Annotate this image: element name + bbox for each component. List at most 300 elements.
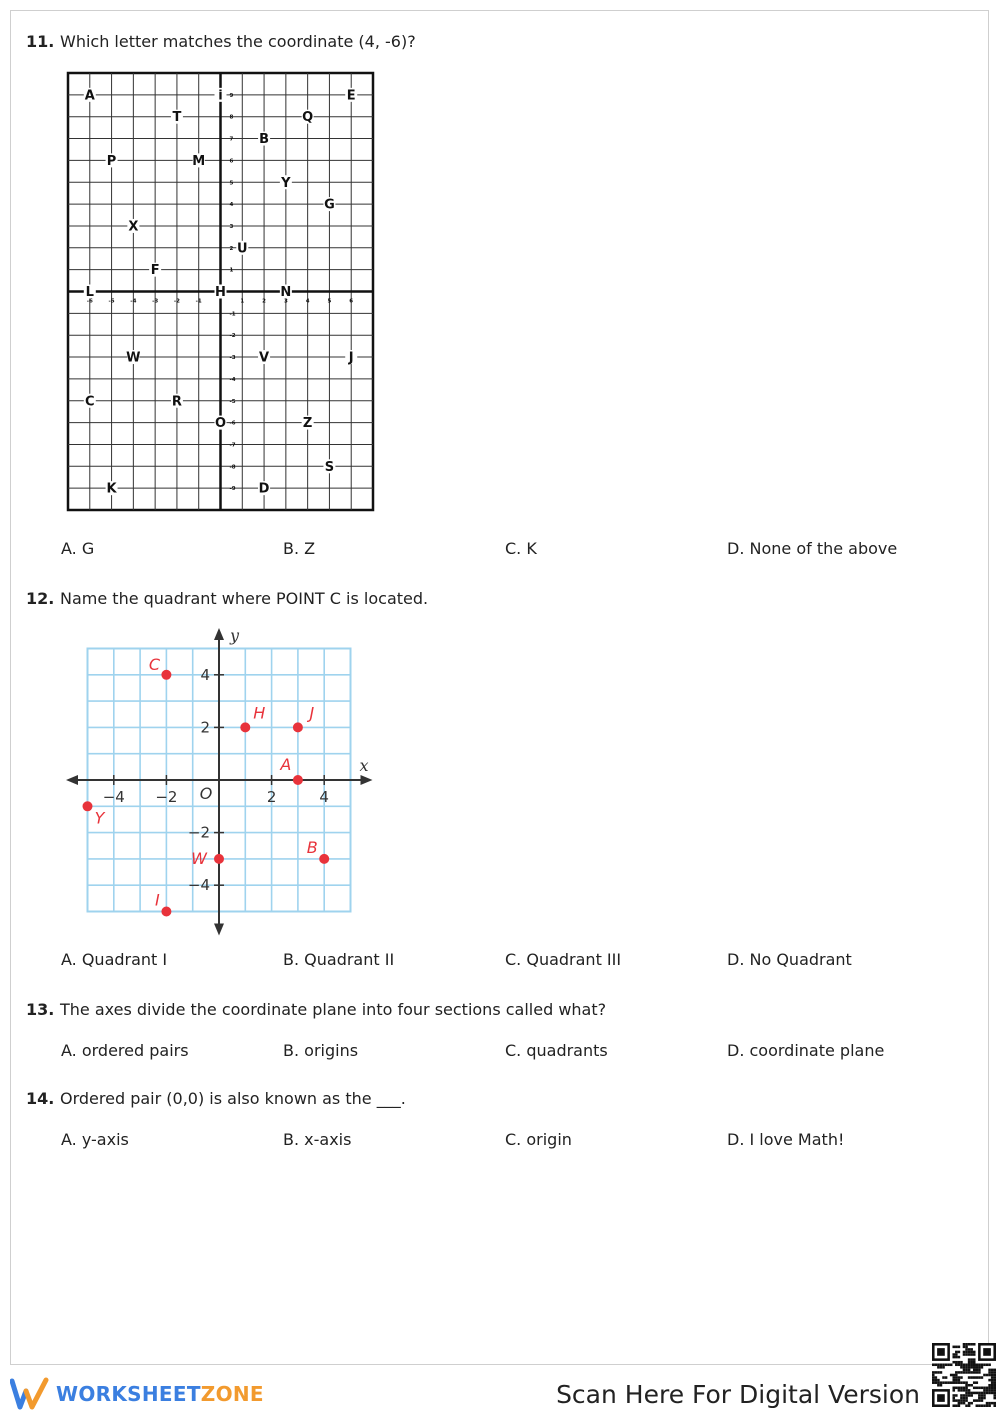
qr-module	[986, 1402, 989, 1405]
x-tick-label: 4	[319, 788, 329, 806]
point-label: X	[128, 219, 139, 235]
x-axis-label: x	[359, 756, 369, 775]
qr-module	[940, 1384, 943, 1387]
qr-module	[965, 1392, 968, 1395]
point-label: Q	[302, 110, 314, 126]
qr-module	[940, 1371, 943, 1374]
qr-module	[960, 1381, 963, 1384]
question-12	[26, 589, 428, 608]
qr-module	[958, 1356, 961, 1359]
qr-module	[932, 1371, 935, 1374]
y-tick-label: −2	[187, 823, 210, 842]
qr-module	[988, 1384, 991, 1387]
qr-module	[960, 1361, 963, 1364]
qr-module	[968, 1363, 971, 1366]
qr-module	[970, 1343, 973, 1346]
point-label: Y	[281, 175, 291, 191]
point-label: S	[324, 459, 335, 475]
qr-module	[993, 1381, 996, 1384]
qr-module	[937, 1363, 940, 1366]
qr-module	[965, 1371, 968, 1374]
qr-module	[960, 1366, 963, 1369]
x-tick-label: -2	[173, 298, 180, 305]
qr-module	[970, 1351, 973, 1354]
qr-module	[965, 1399, 968, 1402]
qr-module	[935, 1363, 938, 1366]
qr-module	[978, 1392, 981, 1395]
option-d[interactable]: D. None of the above	[727, 539, 898, 558]
qr-module	[965, 1394, 968, 1397]
qr-module	[963, 1353, 966, 1356]
qr-module	[952, 1389, 955, 1392]
qr-module	[932, 1363, 935, 1366]
qr-module	[937, 1366, 940, 1369]
point-label: Y	[94, 808, 105, 828]
qr-module	[935, 1371, 938, 1374]
worksheet-zone-logo[interactable]	[10, 1377, 264, 1411]
y-tick-label: -2	[229, 333, 236, 340]
plotted-point	[319, 854, 329, 864]
qr-module	[968, 1384, 971, 1387]
qr-module	[988, 1371, 991, 1374]
qr-module	[993, 1402, 996, 1405]
option-b[interactable]: B. origins	[283, 1041, 359, 1060]
qr-module	[978, 1371, 981, 1374]
qr-module	[976, 1369, 979, 1372]
qr-module	[983, 1374, 986, 1377]
origin-label: O	[199, 784, 213, 803]
qr-module	[955, 1387, 958, 1390]
qr-module	[970, 1371, 973, 1374]
qr-module	[978, 1399, 981, 1402]
qr-module	[968, 1389, 971, 1392]
qr-module	[968, 1361, 971, 1364]
coordinate-plane-points	[62, 625, 382, 937]
qr-module	[983, 1389, 986, 1392]
y-tick-label: 4	[200, 665, 210, 684]
qr-module	[983, 1387, 986, 1390]
qr-module	[993, 1376, 996, 1379]
qr-module	[968, 1358, 971, 1361]
qr-module	[952, 1404, 955, 1407]
qr-module	[955, 1371, 958, 1374]
qr-module	[963, 1343, 966, 1346]
qr-module	[952, 1374, 955, 1377]
option-c[interactable]: C. origin	[505, 1130, 572, 1149]
qr-module	[958, 1371, 961, 1374]
qr-module	[988, 1379, 991, 1382]
qr-module	[993, 1397, 996, 1400]
qr-module	[952, 1399, 955, 1402]
qr-module	[970, 1353, 973, 1356]
qr-module	[963, 1397, 966, 1400]
qr-module	[955, 1404, 958, 1407]
coordinate-grid-letters	[65, 70, 375, 515]
qr-module	[968, 1353, 971, 1356]
qr-module	[978, 1394, 981, 1397]
qr-module	[993, 1369, 996, 1372]
qr-module	[986, 1374, 989, 1377]
qr-module	[965, 1351, 968, 1354]
qr-module	[978, 1363, 981, 1366]
question-number: 12.	[26, 589, 55, 608]
qr-module	[973, 1363, 976, 1366]
x-axis-arrow-right-icon	[361, 775, 373, 785]
plotted-point	[293, 775, 303, 785]
qr-module	[991, 1374, 994, 1377]
option-a[interactable]: A. y-axis	[61, 1130, 129, 1149]
y-tick-label: 1	[229, 267, 234, 274]
qr-module	[973, 1351, 976, 1354]
qr-module	[968, 1394, 971, 1397]
qr-module	[960, 1399, 963, 1402]
point-label: J	[348, 350, 354, 366]
x-tick-label: 3	[283, 298, 288, 305]
qr-module	[955, 1376, 958, 1379]
plotted-point	[83, 801, 93, 811]
qr-module	[991, 1371, 994, 1374]
qr-module	[952, 1361, 955, 1364]
qr-module	[958, 1389, 961, 1392]
qr-module	[960, 1387, 963, 1390]
qr-module	[970, 1402, 973, 1405]
x-tick-label: −2	[155, 788, 178, 806]
point-label: R	[171, 394, 182, 410]
y-axis-arrow-up-icon	[214, 628, 224, 640]
y-tick-label: 5	[229, 180, 234, 187]
qr-module	[965, 1363, 968, 1366]
point-label: W	[126, 350, 141, 366]
y-axis-arrow-down-icon	[214, 924, 224, 936]
qr-finder-center	[937, 1394, 945, 1402]
qr-module	[988, 1389, 991, 1392]
qr-module	[952, 1376, 955, 1379]
point-label: E	[346, 88, 356, 104]
qr-module	[955, 1374, 958, 1377]
qr-module	[981, 1404, 984, 1407]
option-d[interactable]: D. coordinate plane	[727, 1041, 885, 1060]
option-d[interactable]: D. No Quadrant	[727, 950, 852, 969]
x-tick-label: -4	[130, 298, 137, 305]
qr-module	[991, 1387, 994, 1390]
qr-module	[991, 1381, 994, 1384]
y-tick-label: -6	[229, 420, 236, 427]
option-b[interactable]: B. Z	[283, 539, 316, 558]
option-c[interactable]: C. Quadrant III	[505, 950, 622, 969]
qr-module	[973, 1399, 976, 1402]
y-tick-label: -5	[229, 398, 236, 405]
qr-module	[983, 1404, 986, 1407]
qr-module	[973, 1353, 976, 1356]
point-label: B	[259, 132, 270, 148]
qr-finder-center	[983, 1348, 991, 1356]
question-13	[26, 1000, 606, 1019]
logo-text	[56, 1382, 264, 1406]
question-11	[26, 32, 416, 51]
qr-module	[991, 1376, 994, 1379]
option-a[interactable]: A. Quadrant I	[61, 950, 168, 969]
x-tick-label: -1	[195, 298, 202, 305]
qr-module	[952, 1356, 955, 1359]
qr-module	[952, 1381, 955, 1384]
qr-module	[976, 1366, 979, 1369]
qr-module	[988, 1404, 991, 1407]
qr-module	[988, 1374, 991, 1377]
qr-module	[965, 1381, 968, 1384]
plotted-point	[293, 722, 303, 732]
qr-module	[942, 1376, 945, 1379]
y-tick-label: -7	[229, 442, 236, 449]
qr-code-icon[interactable]	[932, 1343, 996, 1407]
scan-here-text: Scan Here For Digital Version	[556, 1380, 920, 1409]
question-number: 11.	[26, 32, 55, 51]
qr-module	[965, 1387, 968, 1390]
qr-module	[963, 1399, 966, 1402]
qr-module	[947, 1363, 950, 1366]
qr-module	[965, 1353, 968, 1356]
x-tick-label: 2	[262, 298, 266, 305]
y-tick-label: -4	[229, 376, 236, 383]
qr-module	[976, 1404, 979, 1407]
point-label: M	[192, 153, 206, 169]
qr-module	[991, 1389, 994, 1392]
qr-module	[988, 1387, 991, 1390]
point-label: A	[280, 755, 292, 774]
qr-module	[965, 1404, 968, 1407]
qr-module	[937, 1381, 940, 1384]
qr-finder-center	[937, 1348, 945, 1356]
qr-module	[968, 1404, 971, 1407]
qr-module	[983, 1394, 986, 1397]
x-tick-label: 4	[305, 298, 310, 305]
question-text: The axes divide the coordinate plane into four sections called what?	[60, 1000, 607, 1019]
y-tick-label: 7	[229, 136, 234, 143]
qr-module	[952, 1397, 955, 1400]
qr-module	[993, 1387, 996, 1390]
qr-module	[986, 1404, 989, 1407]
qr-module	[965, 1369, 968, 1372]
qr-module	[968, 1369, 971, 1372]
qr-module	[991, 1379, 994, 1382]
qr-module	[988, 1363, 991, 1366]
qr-module	[973, 1392, 976, 1395]
qr-module	[937, 1379, 940, 1382]
qr-module	[976, 1387, 979, 1390]
qr-module	[970, 1384, 973, 1387]
qr-module	[983, 1392, 986, 1395]
x-tick-label: -6	[86, 298, 93, 305]
x-tick-label: 2	[266, 788, 277, 806]
y-tick-label: -8	[229, 464, 236, 471]
qr-module	[958, 1399, 961, 1402]
qr-module	[955, 1379, 958, 1382]
qr-module	[973, 1358, 976, 1361]
qr-module	[993, 1392, 996, 1395]
qr-module	[955, 1346, 958, 1349]
qr-module	[965, 1384, 968, 1387]
qr-module	[952, 1394, 955, 1397]
qr-module	[963, 1346, 966, 1349]
qr-module	[960, 1371, 963, 1374]
logo-text-worksheet: WORKSHEET	[56, 1382, 201, 1406]
qr-module	[955, 1394, 958, 1397]
qr-module	[981, 1363, 984, 1366]
point-label: F	[150, 263, 160, 279]
point-label: B	[306, 837, 318, 857]
plotted-point	[161, 670, 171, 680]
point-label: L	[85, 285, 94, 300]
point-label: P	[106, 153, 117, 169]
qr-module	[963, 1402, 966, 1405]
qr-module	[976, 1392, 979, 1395]
qr-module	[937, 1371, 940, 1374]
option-c[interactable]: C. K	[505, 539, 537, 558]
qr-module	[952, 1379, 955, 1382]
point-label: D	[258, 481, 270, 497]
qr-module	[932, 1376, 935, 1379]
point-label: K	[106, 481, 117, 497]
qr-module	[955, 1351, 958, 1354]
qr-module	[935, 1379, 938, 1382]
qr-module	[976, 1371, 979, 1374]
qr-module	[958, 1351, 961, 1354]
qr-module	[965, 1389, 968, 1392]
question-text: Name the quadrant where POINT C is located.	[60, 589, 429, 608]
qr-module	[955, 1381, 958, 1384]
y-tick-label: 4	[229, 202, 234, 209]
qr-module	[958, 1379, 961, 1382]
qr-module	[970, 1376, 973, 1379]
y-tick-label: 9	[229, 92, 234, 99]
qr-module	[986, 1363, 989, 1366]
qr-module	[940, 1381, 943, 1384]
point-label: V	[259, 350, 270, 366]
qr-module	[973, 1376, 976, 1379]
qr-module	[991, 1384, 994, 1387]
point-label: A	[84, 88, 95, 104]
question-text: Ordered pair (0,0) is also known as the ___.	[60, 1089, 406, 1108]
qr-module	[973, 1387, 976, 1390]
qr-module	[942, 1366, 945, 1369]
point-label: T	[172, 110, 182, 126]
qr-module	[958, 1346, 961, 1349]
x-tick-label: 6	[349, 298, 354, 305]
qr-module	[991, 1392, 994, 1395]
y-tick-label: 3	[229, 223, 234, 230]
qr-module	[968, 1351, 971, 1354]
qr-module	[978, 1366, 981, 1369]
point-label: C	[148, 654, 160, 674]
qr-module	[981, 1387, 984, 1390]
qr-module	[965, 1346, 968, 1349]
qr-module	[960, 1376, 963, 1379]
qr-module	[988, 1402, 991, 1405]
qr-module	[993, 1394, 996, 1397]
qr-module	[993, 1384, 996, 1387]
qr-module	[981, 1376, 984, 1379]
qr-module	[945, 1376, 948, 1379]
qr-module	[965, 1348, 968, 1351]
qr-module	[958, 1361, 961, 1364]
qr-module	[963, 1387, 966, 1390]
qr-module	[952, 1353, 955, 1356]
qr-module	[955, 1356, 958, 1359]
qr-module	[993, 1404, 996, 1407]
qr-module	[963, 1381, 966, 1384]
qr-module	[958, 1387, 961, 1390]
qr-module	[968, 1402, 971, 1405]
option-c[interactable]: C. quadrants	[505, 1041, 608, 1060]
logo-w-icon	[10, 1377, 50, 1411]
qr-module	[963, 1366, 966, 1369]
qr-module	[970, 1348, 973, 1351]
qr-module	[960, 1397, 963, 1400]
qr-module	[976, 1363, 979, 1366]
qr-module	[973, 1361, 976, 1364]
option-b[interactable]: B. Quadrant II	[283, 950, 395, 969]
qr-module	[970, 1366, 973, 1369]
question-14	[26, 1089, 406, 1108]
qr-module	[978, 1376, 981, 1379]
y-tick-label: -9	[229, 486, 236, 493]
qr-module	[932, 1379, 935, 1382]
qr-module	[968, 1376, 971, 1379]
point-label: i	[218, 88, 223, 104]
qr-module	[940, 1363, 943, 1366]
qr-module	[968, 1348, 971, 1351]
qr-module	[960, 1389, 963, 1392]
qr-module	[968, 1343, 971, 1346]
qr-module	[958, 1363, 961, 1366]
qr-module	[963, 1389, 966, 1392]
option-a[interactable]: A. G	[61, 539, 95, 558]
logo-text-zone: ZONE	[200, 1382, 264, 1406]
x-tick-label: 5	[327, 298, 332, 305]
point-label: N	[280, 285, 292, 300]
question-text: Which letter matches the coordinate (4, -6)?	[60, 32, 416, 51]
option-d[interactable]: D. I love Math!	[727, 1130, 845, 1149]
qr-module	[973, 1343, 976, 1346]
qr-module	[960, 1363, 963, 1366]
qr-module	[986, 1387, 989, 1390]
point-label: U	[237, 241, 248, 257]
plotted-point	[214, 854, 224, 864]
qr-module	[935, 1381, 938, 1384]
y-tick-label: 8	[229, 114, 234, 121]
question-number: 14.	[26, 1089, 55, 1108]
plotted-point	[161, 907, 171, 917]
point-label: H	[253, 703, 266, 723]
qr-module	[932, 1381, 935, 1384]
qr-module	[968, 1371, 971, 1374]
qr-module	[952, 1387, 955, 1390]
qr-module	[935, 1376, 938, 1379]
qr-module	[991, 1369, 994, 1372]
qr-module	[937, 1384, 940, 1387]
option-b[interactable]: B. x-axis	[283, 1130, 352, 1149]
qr-module	[981, 1399, 984, 1402]
qr-module	[963, 1394, 966, 1397]
point-label: J	[309, 703, 315, 723]
point-label: O	[214, 416, 227, 432]
qr-module	[945, 1363, 948, 1366]
point-label: G	[324, 197, 335, 213]
qr-module	[968, 1366, 971, 1369]
y-tick-label: 2	[229, 245, 234, 252]
qr-module	[950, 1381, 953, 1384]
qr-module	[981, 1394, 984, 1397]
option-a[interactable]: A. ordered pairs	[61, 1041, 189, 1060]
